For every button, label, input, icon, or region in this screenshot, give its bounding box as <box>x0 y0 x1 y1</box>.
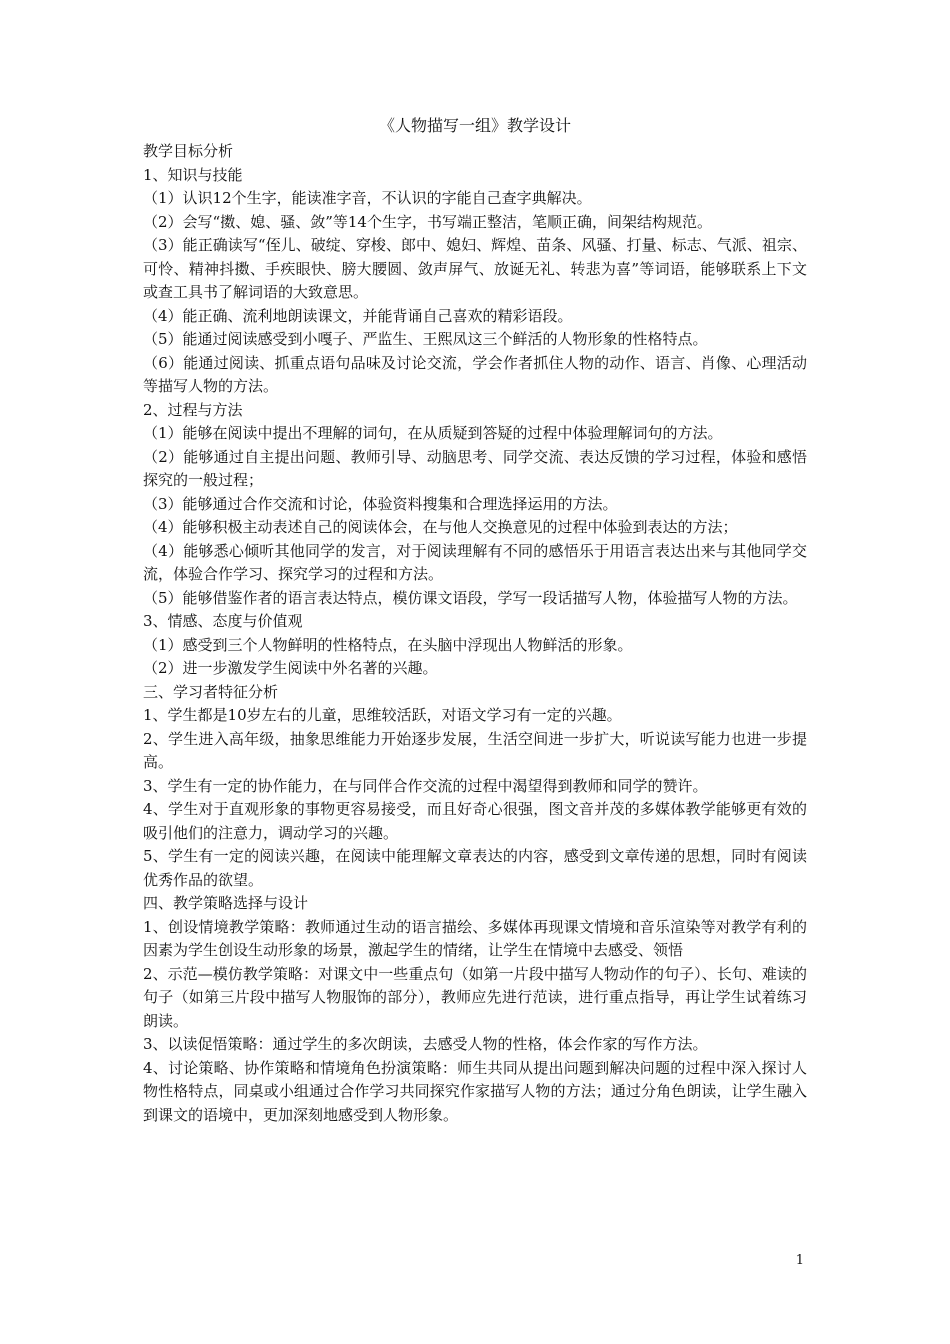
paragraph: 1、创设情境教学策略：教师通过生动的语言描绘、多媒体再现课文情境和音乐渲染等对教学有利的因素为学生创设生动形象的场景，激起学生的情绪，让学生在情境中去感受、领悟 <box>143 917 807 959</box>
paragraph: （3）能正确读写“侄儿、破绽、穿梭、郎中、媳妇、辉煌、苗条、风骚、打量、标志、气派、祖宗、可怜、精神抖擞、手疾眼快、膀大腰圆、敛声屏气、放诞无礼、转悲为喜”等词语，能够联系上下文或查工具书了解词语的大致意思。 <box>143 236 807 301</box>
paragraph: 2、过程与方法 <box>143 400 243 419</box>
paragraph: （5）能够借鉴作者的语言表达特点，模仿课文语段，学写一段话描写人物，体验描写人物的方法。 <box>143 588 798 607</box>
document-body <box>143 140 807 1127</box>
page-number: 1 <box>795 1253 804 1268</box>
document-title: 《人物描写一组》教学设计 <box>378 116 571 135</box>
paragraph: （1）认识12个生字，能读准字音，不认识的字能自己查字典解决。 <box>143 189 592 207</box>
paragraph: （1）感受到三个人物鲜明的性格特点，在头脑中浮现出人物鲜活的形象。 <box>143 635 633 654</box>
paragraph: 教学目标分析 <box>143 142 234 160</box>
paragraph: （4）能正确、流利地朗读课文，并能背诵自己喜欢的精彩语段。 <box>143 306 573 325</box>
paragraph: 3、学生有一定的协作能力，在与同伴合作交流的过程中渴望得到教师和同学的赞许。 <box>143 776 708 795</box>
paragraph: 1、学生都是10岁左右的儿童，思维较活跃，对语文学习有一定的兴趣。 <box>143 706 622 724</box>
paragraph: 2、学生进入高年级，抽象思维能力开始逐步发展，生活空间进一步扩大，听说读写能力也进一步提高。 <box>143 729 807 771</box>
paragraph: 三、学习者特征分析 <box>143 682 279 701</box>
paragraph: （2）能够通过自主提出问题、教师引导、动脑思考、同学交流、表达反馈的学习过程，体验和感悟探究的一般过程； <box>143 447 807 489</box>
paragraph: （4）能够悉心倾听其他同学的发言，对于阅读理解有不同的感悟乐于用语言表达出来与其他同学交流，体验合作学习、探究学习的过程和方法。 <box>143 541 807 583</box>
paragraph: （2）进一步激发学生阅读中外名著的兴趣。 <box>143 659 438 677</box>
paragraph: 5、学生有一定的阅读兴趣，在阅读中能理解文章表达的内容，感受到文章传递的思想，同时有阅读优秀作品的欲望。 <box>143 847 807 889</box>
paragraph: 4、学生对于直观形象的事物更容易接受，而且好奇心很强，图文音并茂的多媒体教学能够更有效的吸引他们的注意力，调动学习的兴趣。 <box>143 800 807 842</box>
paragraph: 3、情感、态度与价值观 <box>143 612 303 630</box>
paragraph: （4）能够积极主动表述自己的阅读体会，在与他人交换意见的过程中体验到表达的方法； <box>143 518 738 536</box>
paragraph: （2）会写“擞、媳、骚、敛”等14个生字，书写端正整洁，笔顺正确，间架结构规范。 <box>143 212 712 231</box>
paragraph: 4、讨论策略、协作策略和情境角色扮演策略：师生共同从提出问题到解决问题的过程中深入探讨人物性格特点，同桌或小组通过合作学习共同探究作家描写人物的方法；通过分角色朗读，让学生融入到课文的语境中，更加深刻地感受到人物形象。 <box>143 1058 807 1124</box>
paragraph: 1、知识与技能 <box>143 165 243 184</box>
paragraph: 四、教学策略选择与设计 <box>143 894 309 912</box>
paragraph: 2、示范—模仿教学策略：对课文中一些重点句（如第一片段中描写人物动作的句子）、长句、难读的句子（如第三片段中描写人物服饰的部分），教师应先进行范读，进行重点指导，再让学生试着练习朗读。 <box>143 964 807 1030</box>
paragraph: （3）能够通过合作交流和讨论，体验资料搜集和合理选择运用的方法。 <box>143 494 618 513</box>
paragraph: （6）能通过阅读、抓重点语句品味及讨论交流，学会作者抓住人物的动作、语言、肖像、心理活动等描写人物的方法。 <box>143 353 807 395</box>
paragraph: 3、以读促悟策略：通过学生的多次朗读，去感受人物的性格，体会作家的写作方法。 <box>143 1035 708 1053</box>
paragraph: （5）能通过阅读感受到小嘎子、严监生、王熙凤这三个鲜活的人物形象的性格特点。 <box>143 330 708 348</box>
paragraph: （1）能够在阅读中提出不理解的词句，在从质疑到答疑的过程中体验理解词句的方法。 <box>143 424 723 442</box>
